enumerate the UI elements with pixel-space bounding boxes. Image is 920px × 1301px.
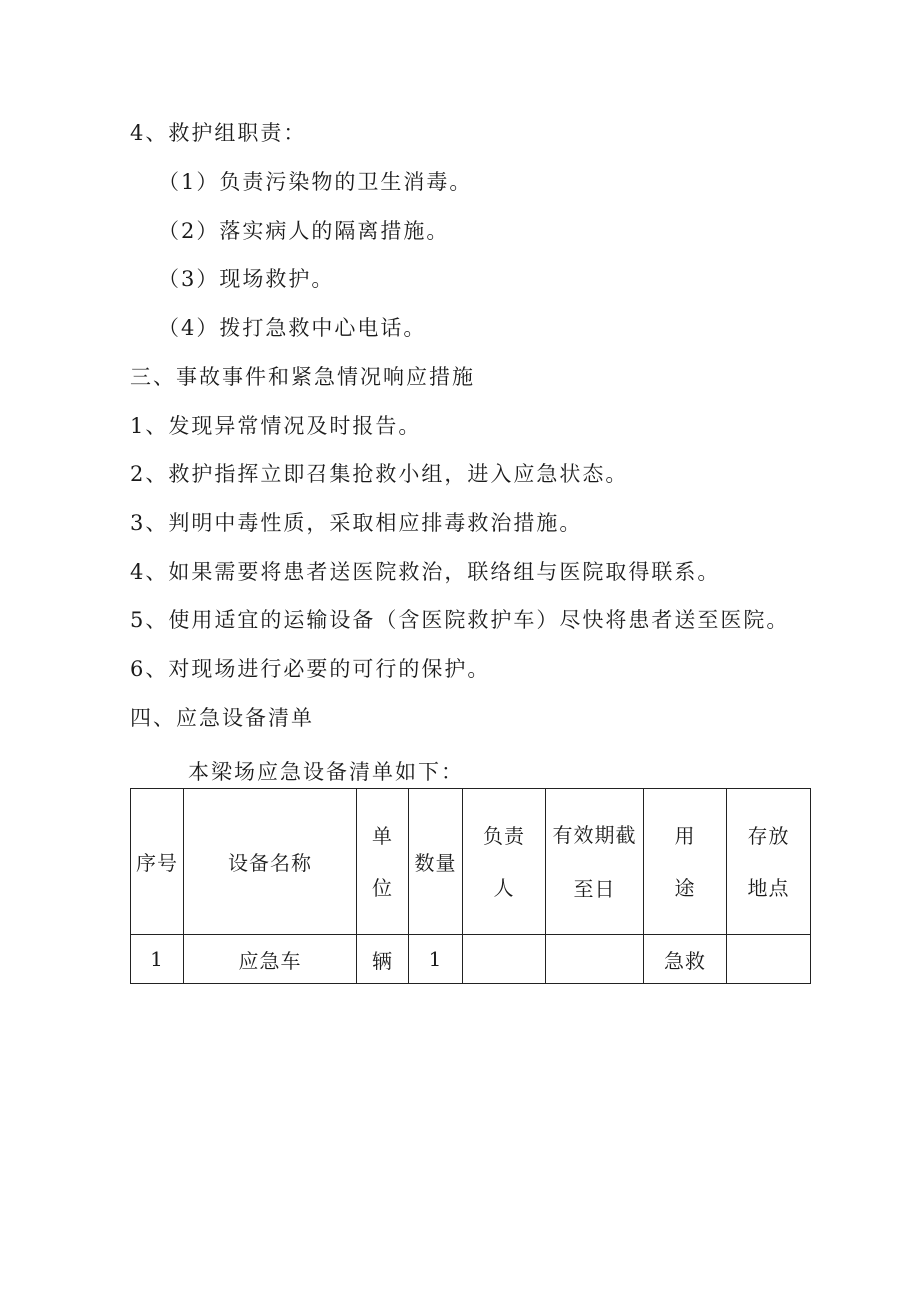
header-expiry	[546, 789, 644, 935]
table-row	[131, 935, 811, 984]
header-usage-line-1: 用	[674, 823, 696, 848]
duty-item-2: （2）落实病人的隔离措施。	[158, 219, 450, 243]
duty-item-4: （4）拨打急救中心电话。	[158, 316, 427, 340]
heading-response-measures: 三、事故事件和紧急情况响应措施	[130, 365, 475, 389]
cell-name: 应急车	[184, 935, 357, 984]
header-owner	[463, 789, 546, 935]
header-owner-line-2: 人	[493, 875, 515, 900]
measure-item-1: 1、发现异常情况及时报告。	[130, 414, 422, 438]
cell-usage: 急救	[644, 935, 727, 984]
measure-item-4: 4、如果需要将患者送医院救治，联络组与医院取得联系。	[130, 560, 721, 584]
measure-item-5: 5、使用适宜的运输设备（含医院救护车）尽快将患者送至医院。	[130, 608, 790, 632]
duty-item-1: （1）负责污染物的卫生消毒。	[158, 170, 473, 194]
header-owner-line-1: 负责	[483, 823, 525, 848]
header-location-line-1: 存放	[747, 823, 790, 848]
header-location	[727, 789, 811, 935]
header-index: 序号	[131, 789, 184, 935]
measure-item-2: 2、救护指挥立即召集抢救小组，进入应急状态。	[130, 462, 629, 486]
heading-equipment-list: 四、应急设备清单	[130, 706, 314, 730]
cell-index: 1	[131, 935, 184, 984]
table-intro: 本梁场应急设备清单如下：	[188, 760, 464, 784]
equipment-table	[130, 788, 811, 984]
duty-item-3: （3）现场救护。	[158, 267, 335, 291]
header-usage	[644, 789, 727, 935]
header-name: 设备名称	[184, 789, 357, 935]
table-header-row	[131, 789, 811, 935]
measure-item-3: 3、判明中毒性质，采取相应排毒救治措施。	[130, 511, 583, 535]
header-unit	[357, 789, 409, 935]
header-quantity: 数量	[409, 789, 463, 935]
measure-item-6: 6、对现场进行必要的可行的保护。	[130, 657, 491, 681]
header-usage-line-2: 途	[674, 875, 696, 900]
cell-expiry	[546, 935, 644, 984]
cell-unit: 辆	[357, 935, 409, 984]
header-unit-line-1: 单	[372, 823, 393, 848]
cell-location	[727, 935, 811, 984]
section-4-title: 4、救护组职责：	[130, 121, 307, 145]
cell-quantity: 1	[409, 935, 463, 984]
header-location-line-2: 地点	[747, 875, 790, 900]
cell-owner	[463, 935, 546, 984]
header-unit-line-2: 位	[372, 875, 393, 900]
header-expiry-text: 有效期截至日	[552, 822, 637, 901]
